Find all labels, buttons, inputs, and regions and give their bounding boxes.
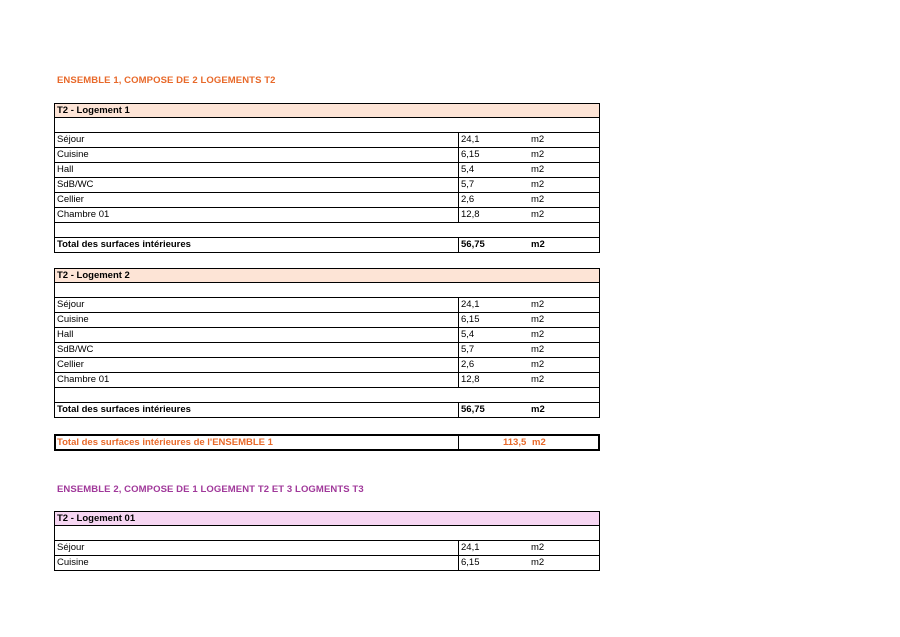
room-value: 2,6 xyxy=(458,358,601,372)
grand-total-label: Total des surfaces intérieures de l'ENSEMBLE 1 xyxy=(57,437,273,448)
room-value: 12,8 xyxy=(458,208,601,222)
empty-row xyxy=(54,388,600,403)
table-row xyxy=(54,358,600,373)
room-unit: m2 xyxy=(531,194,545,205)
logement-table xyxy=(54,268,600,418)
table-row xyxy=(54,343,600,358)
room-value: 6,15 xyxy=(458,148,601,162)
empty-row xyxy=(54,283,600,298)
total-unit: m2 xyxy=(531,404,545,415)
room-unit: m2 xyxy=(531,359,545,370)
header-label: T2 - Logement 01 xyxy=(57,513,136,524)
ensemble2-title: ENSEMBLE 2, COMPOSE DE 1 LOGEMENT T2 ET 3 LOGMENTS T3 xyxy=(57,484,364,495)
room-name: Cellier xyxy=(57,194,84,205)
room-value: 5,4 xyxy=(458,328,601,342)
table-row xyxy=(54,541,600,556)
table-row xyxy=(54,208,600,223)
table-row xyxy=(54,313,600,328)
room-unit: m2 xyxy=(531,149,545,160)
room-unit: m2 xyxy=(531,299,545,310)
ensemble1-grand-total xyxy=(54,434,600,451)
grand-total-unit: m2 xyxy=(532,437,546,448)
room-unit: m2 xyxy=(531,374,545,385)
room-name: Cuisine xyxy=(57,557,89,568)
room-value: 24,1 xyxy=(458,133,601,147)
table-row xyxy=(54,178,600,193)
room-name: Chambre 01 xyxy=(57,374,110,385)
room-value: 24,1 xyxy=(458,541,601,555)
room-unit: m2 xyxy=(531,179,545,190)
room-name: Cellier xyxy=(57,359,84,370)
room-unit: m2 xyxy=(531,329,545,340)
table-row xyxy=(54,373,600,388)
table-header xyxy=(54,103,600,118)
total-label: Total des surfaces intérieures xyxy=(57,404,191,415)
room-unit: m2 xyxy=(531,164,545,175)
room-unit: m2 xyxy=(531,542,545,553)
empty-row xyxy=(54,223,600,238)
room-name: Hall xyxy=(57,164,74,175)
room-value: 24,1 xyxy=(458,298,601,312)
header-label: T2 - Logement 2 xyxy=(57,270,130,281)
table-row xyxy=(54,328,600,343)
room-name: Séjour xyxy=(57,542,85,553)
room-value: 12,8 xyxy=(458,373,601,387)
room-name: Séjour xyxy=(57,299,85,310)
room-unit: m2 xyxy=(531,314,545,325)
room-name: Cuisine xyxy=(57,149,89,160)
total-row xyxy=(54,238,600,253)
room-name: Chambre 01 xyxy=(57,209,110,220)
total-value: 56,75 xyxy=(458,403,601,417)
room-value: 6,15 xyxy=(458,556,601,570)
logement-table xyxy=(54,511,600,571)
empty-row xyxy=(54,118,600,133)
table-header xyxy=(54,511,600,526)
room-name: Séjour xyxy=(57,134,85,145)
room-name: Cuisine xyxy=(57,314,89,325)
table-row xyxy=(54,193,600,208)
room-value: 2,6 xyxy=(458,193,601,207)
room-unit: m2 xyxy=(531,557,545,568)
room-name: Hall xyxy=(57,329,74,340)
table-header xyxy=(54,268,600,283)
total-value: 56,75 xyxy=(458,238,601,252)
room-value: 5,4 xyxy=(458,163,601,177)
logement-table xyxy=(54,103,600,253)
header-label: T2 - Logement 1 xyxy=(57,105,130,116)
room-value: 5,7 xyxy=(458,178,601,192)
room-value: 5,7 xyxy=(458,343,601,357)
ensemble1-title: ENSEMBLE 1, COMPOSE DE 2 LOGEMENTS T2 xyxy=(57,75,276,86)
grand-total-divider xyxy=(458,436,459,449)
total-row xyxy=(54,403,600,418)
room-unit: m2 xyxy=(531,209,545,220)
room-unit: m2 xyxy=(531,344,545,355)
room-unit: m2 xyxy=(531,134,545,145)
grand-total-value: 113,5 xyxy=(503,437,527,448)
table-row xyxy=(54,133,600,148)
total-label: Total des surfaces intérieures xyxy=(57,239,191,250)
room-name: SdB/WC xyxy=(57,344,94,355)
table-row xyxy=(54,148,600,163)
empty-row xyxy=(54,526,600,541)
table-row xyxy=(54,298,600,313)
total-unit: m2 xyxy=(531,239,545,250)
table-row xyxy=(54,163,600,178)
table-row xyxy=(54,556,600,571)
room-name: SdB/WC xyxy=(57,179,94,190)
room-value: 6,15 xyxy=(458,313,601,327)
